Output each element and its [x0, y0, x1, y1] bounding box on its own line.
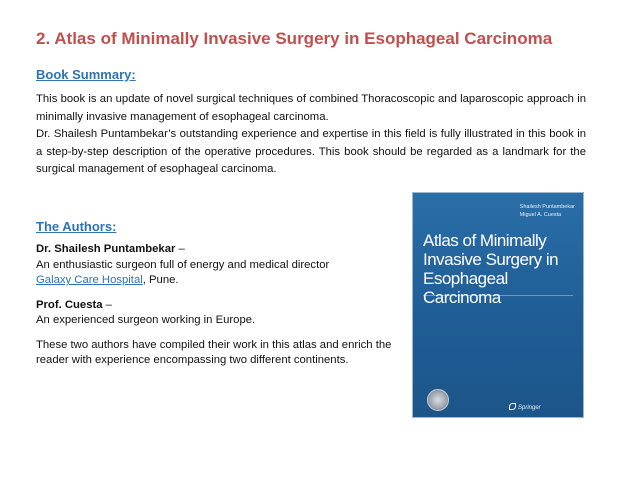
author-1-dash: – — [175, 243, 185, 255]
author-1-name: Dr. Shailesh Puntambekar — [36, 243, 176, 255]
galaxy-care-hospital-link[interactable]: Galaxy Care Hospital — [36, 274, 143, 286]
cover-authors — [520, 203, 575, 219]
cover-divider — [423, 295, 573, 296]
book-summary — [36, 91, 586, 179]
authors-section — [36, 242, 406, 378]
author-2-description: An experienced surgeon working in Europe. — [36, 314, 256, 326]
author-1 — [36, 242, 406, 289]
authors-heading: The Authors: — [36, 219, 117, 234]
cover-title: Atlas of Minimally Invasive Surgery in Esophageal Carcinoma — [423, 231, 559, 307]
author-2 — [36, 298, 406, 329]
author-1-description: An enthusiastic surgeon full of energy and medical director — [36, 258, 330, 271]
cover-publisher-name: Springer — [518, 405, 541, 411]
cover-author-2: Miguel A. Cuesta — [519, 212, 562, 218]
author-2-name: Prof. Cuesta — [36, 298, 103, 311]
slide-title: 2. Atlas of Minimally Invasive Surgery in Esophageal Carcinoma — [36, 29, 553, 48]
book-summary-heading: Book Summary: — [36, 67, 136, 82]
book-cover-image — [412, 192, 584, 418]
authors-closing: These two authors have compiled their work in this atlas and enrich the reader with experience encompassing two different continents. — [36, 338, 392, 366]
author-1-location: , Pune. — [142, 274, 179, 286]
author-2-dash: – — [102, 298, 112, 311]
summary-paragraph-1: This book is an update of novel surgical techniques of combined Thoracoscopic and laparoscopic approach in minimally invasive management of esophageal carcinoma. — [36, 93, 586, 123]
summary-paragraph-2: Dr. Shailesh Puntambekar’s outstanding experience and expertise in this field is fully illustrated in this book in a step-by-step description of the operative procedures. This book should be regarded as a landmark for the surgical management of esophageal carcinoma. — [36, 128, 586, 176]
cover-badge-icon — [427, 389, 449, 411]
cover-author-1: Shailesh Puntambekar — [519, 204, 575, 210]
springer-logo-icon — [509, 403, 516, 410]
cover-publisher — [509, 403, 541, 411]
